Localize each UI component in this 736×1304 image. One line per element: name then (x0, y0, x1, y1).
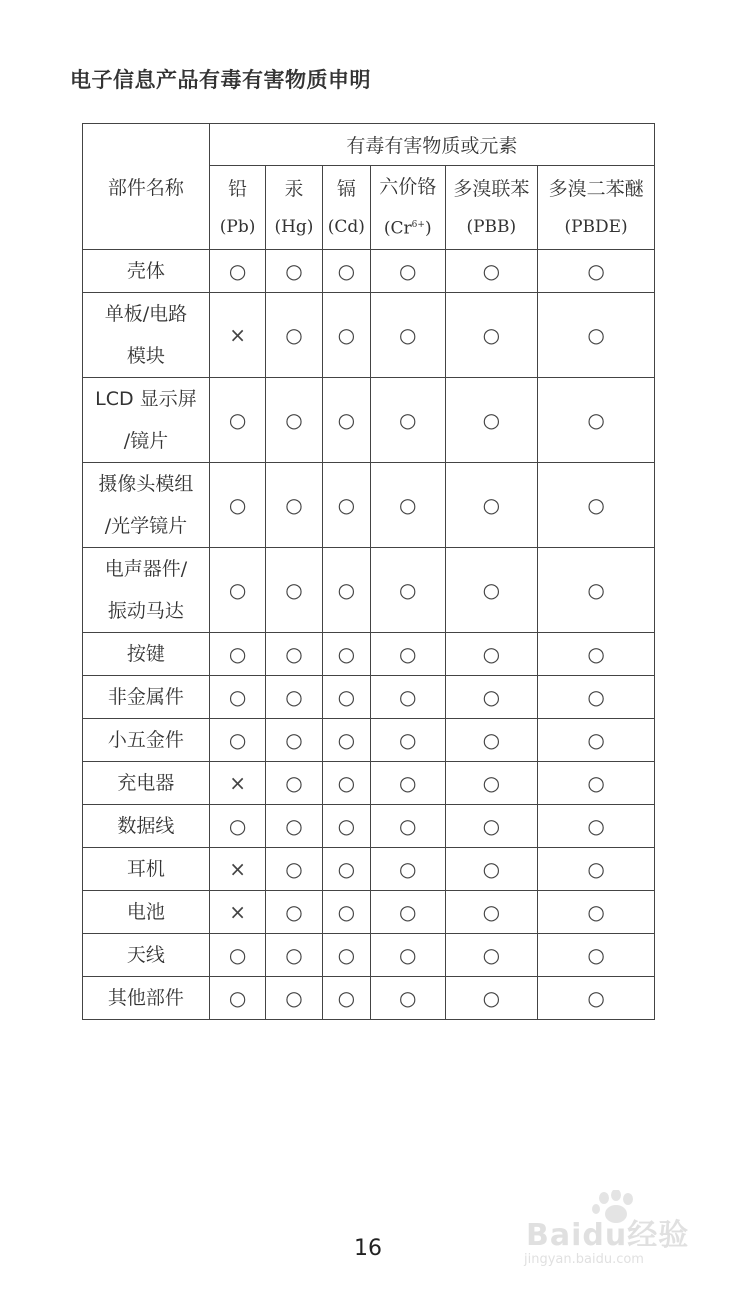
within-limit-mark: ○ (538, 848, 655, 891)
within-limit-mark: ○ (445, 463, 538, 548)
within-limit-mark: ○ (322, 934, 370, 977)
table-row (83, 805, 655, 848)
part-name-line: 其他部件 (107, 987, 184, 1009)
element-name: 多溴联苯 (453, 177, 530, 200)
within-limit-mark: ○ (209, 977, 265, 1020)
within-limit-mark: ○ (209, 676, 265, 719)
within-limit-mark: ○ (209, 719, 265, 762)
within-limit-mark: ○ (538, 250, 655, 293)
part-name-cell (83, 805, 210, 848)
part-name-line: 壳体 (126, 260, 165, 282)
element-superscript: 6+ (411, 219, 425, 230)
within-limit-mark: ○ (266, 719, 322, 762)
part-name-cell (83, 977, 210, 1020)
element-header-2 (322, 166, 370, 250)
part-name-line: 非金属件 (107, 686, 184, 708)
within-limit-mark: ○ (445, 848, 538, 891)
part-name-line: 天线 (126, 944, 165, 966)
watermark-logo (520, 1190, 700, 1280)
within-limit-mark: ○ (445, 250, 538, 293)
table-row (83, 548, 655, 633)
part-name-line: 数据线 (117, 815, 175, 837)
within-limit-mark: ○ (266, 934, 322, 977)
part-name-line: 小五金件 (107, 729, 184, 751)
within-limit-mark: ○ (322, 378, 370, 463)
within-limit-mark: ○ (538, 891, 655, 934)
table-row (83, 891, 655, 934)
part-name-line: 模块 (126, 345, 165, 367)
part-name-cell (83, 633, 210, 676)
element-header-5 (538, 166, 655, 250)
within-limit-mark: ○ (538, 676, 655, 719)
part-name-line: 电池 (126, 901, 165, 923)
within-limit-mark: ○ (538, 378, 655, 463)
within-limit-mark: ○ (445, 762, 538, 805)
table-row (83, 676, 655, 719)
within-limit-mark: ○ (370, 378, 445, 463)
table-row (83, 762, 655, 805)
within-limit-mark: ○ (445, 719, 538, 762)
within-limit-mark: ○ (370, 250, 445, 293)
table-row (83, 934, 655, 977)
part-name-cell (83, 676, 210, 719)
part-name-line: 摄像头模组 (98, 473, 194, 495)
element-name: 六价铬 (379, 175, 437, 198)
within-limit-mark: ○ (266, 378, 322, 463)
part-name-line: 电声器件/ (104, 558, 188, 580)
exceeds-limit-mark: × (209, 848, 265, 891)
within-limit-mark: ○ (266, 633, 322, 676)
element-symbol: (Cd) (327, 216, 365, 237)
within-limit-mark: ○ (445, 977, 538, 1020)
within-limit-mark: ○ (322, 250, 370, 293)
table-row (83, 250, 655, 293)
within-limit-mark: ○ (538, 719, 655, 762)
within-limit-mark: ○ (538, 463, 655, 548)
element-symbol: (PBB) (466, 216, 517, 237)
element-header-1 (266, 166, 322, 250)
page-number: 16 (354, 1236, 382, 1261)
element-name: 汞 (284, 177, 304, 200)
table-row (83, 463, 655, 548)
table-row (83, 848, 655, 891)
within-limit-mark: ○ (370, 719, 445, 762)
part-name-cell (83, 719, 210, 762)
within-limit-mark: ○ (445, 891, 538, 934)
element-name: 铅 (228, 177, 248, 200)
within-limit-mark: ○ (445, 934, 538, 977)
exceeds-limit-mark: × (209, 762, 265, 805)
within-limit-mark: ○ (209, 805, 265, 848)
within-limit-mark: ○ (370, 805, 445, 848)
part-name-line: 振动马达 (107, 600, 184, 622)
within-limit-mark: ○ (322, 676, 370, 719)
table-row (83, 633, 655, 676)
within-limit-mark: ○ (322, 977, 370, 1020)
within-limit-mark: ○ (266, 805, 322, 848)
element-symbol: (PBDE) (564, 216, 628, 237)
page-title: 电子信息产品有毒有害物质申明 (70, 68, 371, 92)
table-row (83, 719, 655, 762)
within-limit-mark: ○ (538, 977, 655, 1020)
within-limit-mark: ○ (266, 762, 322, 805)
within-limit-mark: ○ (209, 463, 265, 548)
within-limit-mark: ○ (370, 934, 445, 977)
within-limit-mark: ○ (445, 805, 538, 848)
element-name: 多溴二苯醚 (548, 177, 644, 200)
within-limit-mark: ○ (370, 676, 445, 719)
watermark-url: jingyan.baidu.com (524, 1252, 644, 1267)
part-name-cell (83, 250, 210, 293)
part-name-line: 充电器 (117, 772, 175, 794)
within-limit-mark: ○ (209, 250, 265, 293)
within-limit-mark: ○ (266, 848, 322, 891)
within-limit-mark: ○ (322, 891, 370, 934)
part-name-cell (83, 293, 210, 378)
element-symbol: (Hg) (274, 216, 314, 237)
table-row (83, 293, 655, 378)
element-symbol: (Pb) (219, 216, 256, 237)
element-name: 镉 (336, 177, 356, 200)
table-row (83, 977, 655, 1020)
within-limit-mark: ○ (322, 719, 370, 762)
within-limit-mark: ○ (266, 977, 322, 1020)
element-header-0 (209, 166, 265, 250)
within-limit-mark: ○ (538, 805, 655, 848)
element-header-4 (445, 166, 538, 250)
part-name-cell (83, 378, 210, 463)
within-limit-mark: ○ (266, 891, 322, 934)
exceeds-limit-mark: × (209, 891, 265, 934)
within-limit-mark: ○ (209, 633, 265, 676)
within-limit-mark: ○ (370, 293, 445, 378)
within-limit-mark: ○ (322, 633, 370, 676)
within-limit-mark: ○ (538, 548, 655, 633)
within-limit-mark: ○ (445, 293, 538, 378)
within-limit-mark: ○ (266, 463, 322, 548)
within-limit-mark: ○ (266, 548, 322, 633)
table-row (83, 378, 655, 463)
within-limit-mark: ○ (538, 293, 655, 378)
within-limit-mark: ○ (445, 548, 538, 633)
part-name-line: /镜片 (123, 430, 169, 452)
within-limit-mark: ○ (209, 548, 265, 633)
part-name-line: 单板/电路 (104, 303, 188, 325)
element-symbol: $(Cr^{6+})$ (383, 218, 432, 239)
within-limit-mark: ○ (370, 762, 445, 805)
table-body (83, 250, 655, 1020)
within-limit-mark: ○ (322, 463, 370, 548)
within-limit-mark: ○ (266, 293, 322, 378)
within-limit-mark: ○ (370, 548, 445, 633)
within-limit-mark: ○ (370, 977, 445, 1020)
part-name-cell (83, 762, 210, 805)
within-limit-mark: ○ (322, 848, 370, 891)
within-limit-mark: ○ (322, 762, 370, 805)
within-limit-mark: ○ (445, 676, 538, 719)
part-name-line: LCD 显示屏 (95, 388, 197, 410)
part-name-cell (83, 548, 210, 633)
within-limit-mark: ○ (538, 633, 655, 676)
part-name-cell (83, 891, 210, 934)
watermark-brand: Baidu经验 (526, 1218, 690, 1253)
within-limit-mark: ○ (370, 848, 445, 891)
within-limit-mark: ○ (370, 891, 445, 934)
hazardous-substances-table (82, 123, 655, 1020)
element-header-3 (370, 166, 445, 250)
within-limit-mark: ○ (370, 633, 445, 676)
within-limit-mark: ○ (322, 293, 370, 378)
part-name-cell (83, 463, 210, 548)
exceeds-limit-mark: × (209, 293, 265, 378)
within-limit-mark: ○ (445, 378, 538, 463)
within-limit-mark: ○ (209, 378, 265, 463)
part-name-line: 按键 (126, 643, 165, 665)
within-limit-mark: ○ (322, 805, 370, 848)
substance-group-header: 有毒有害物质或元素 (209, 124, 654, 166)
part-name-header: 部件名称 (83, 124, 210, 250)
within-limit-mark: ○ (370, 463, 445, 548)
within-limit-mark: ○ (209, 934, 265, 977)
part-name-cell (83, 848, 210, 891)
within-limit-mark: ○ (538, 762, 655, 805)
part-name-line: /光学镜片 (104, 515, 188, 537)
within-limit-mark: ○ (445, 633, 538, 676)
within-limit-mark: ○ (266, 676, 322, 719)
part-name-cell (83, 934, 210, 977)
within-limit-mark: ○ (322, 548, 370, 633)
part-name-line: 耳机 (126, 858, 165, 880)
within-limit-mark: ○ (538, 934, 655, 977)
within-limit-mark: ○ (266, 250, 322, 293)
